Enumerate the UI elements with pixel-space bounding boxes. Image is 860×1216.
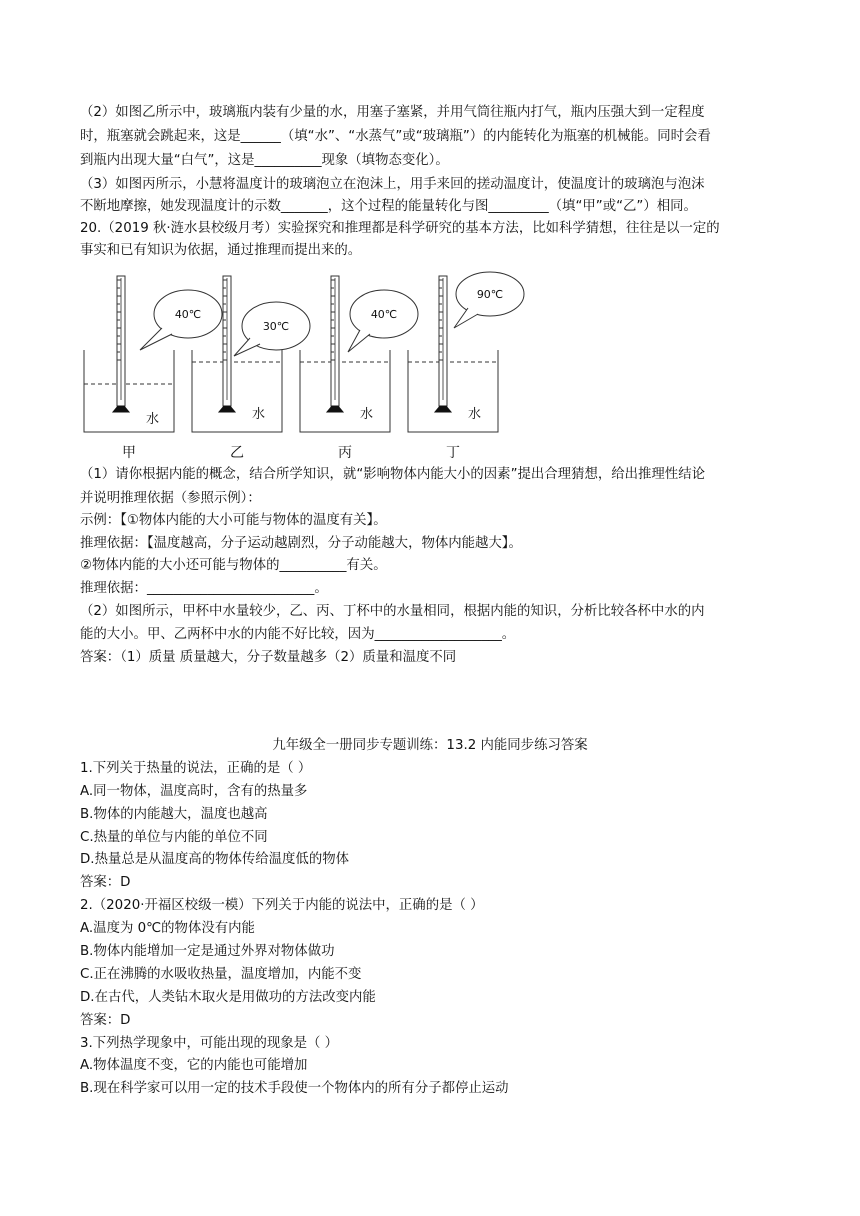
bubble-label: 30℃ (262, 320, 290, 333)
beaker-figure (78, 268, 504, 464)
answer-line: 答案：D (80, 875, 131, 890)
text-line: D.在古代，人类钻木取火是用做功的方法改变内能 (80, 990, 376, 1005)
text-line: 推理依据：_________________________。 (80, 581, 328, 596)
text-line: C.正在沸腾的水吸收热量，温度增加，内能不变 (80, 967, 362, 982)
text-line: 1.下列关于热量的说法，正确的是（ ） (80, 761, 312, 776)
text-line: B.现在科学家可以用一定的技术手段使一个物体内的所有分子都停止运动 (80, 1081, 509, 1096)
text-line: 时，瓶塞就会跳起来，这是______（填“水”、“水蒸气”或“玻璃瓶”）的内能转化为瓶塞的机械能。同时会看 (80, 129, 711, 144)
text-line: （2）如图所示，甲杯中水量较少，乙、丙、丁杯中的水量相同，根据内能的知识，分析比较各杯中水的内 (80, 604, 705, 619)
water-label: 水 (360, 407, 374, 422)
bubble-label: 40℃ (370, 308, 398, 321)
text-line: 不断地摩擦，她发现温度计的示数_______，这个过程的能量转化与图_________（填“甲”或“乙”）相同。 (80, 199, 697, 214)
text-line: B.物体内能增加一定是通过外界对物体做功 (80, 944, 335, 959)
water-label: 水 (468, 407, 482, 422)
text-line: D.热量总是从温度高的物体传给温度低的物体 (80, 852, 349, 867)
answer-line: 答案：（1）质量 质量越大，分子数量越多（2）质量和温度不同 (80, 650, 457, 665)
text-line: A.同一物体，温度高时，含有的热量多 (80, 784, 308, 799)
text-line: 2.（2020·开福区校级一模）下列关于内能的说法中，正确的是（ ） (80, 898, 484, 913)
text-line: 推理依据：【温度越高，分子运动越剧烈，分子动能越大，物体内能越大】。 (80, 536, 522, 551)
answer-line: 答案：D (80, 1013, 131, 1028)
beaker-label: 甲 (122, 445, 136, 461)
water-label: 水 (146, 412, 160, 427)
water-label: 水 (252, 407, 266, 422)
text-line: 3.下列热学现象中，可能出现的现象是（ ） (80, 1036, 339, 1051)
text-line: （2）如图乙所示中，玻璃瓶内装有少量的水，用塞子塞紧，并用气筒往瓶内打气，瓶内压强大到一定程度 (80, 105, 705, 120)
bubble-label: 90℃ (476, 288, 504, 301)
text-line: 示例：【①物体内能的大小可能与物体的温度有关】。 (80, 513, 387, 528)
text-line: 20.（2019 秋·涟水县校级月考）实验探究和推理都是科学研究的基本方法，比如科学猜想，往往是以一定的 (80, 221, 720, 236)
text-line: B.物体的内能越大，温度也越高 (80, 807, 268, 822)
beaker-jia (84, 276, 222, 432)
text-line: 并说明推理依据（参照示例）： (80, 491, 261, 506)
text-line: （3）如图丙所示，小慧将温度计的玻璃泡立在泡沫上，用手来回的搓动温度计，使温度计的玻璃泡与泡沫 (80, 177, 705, 192)
text-line: 能的大小。甲、乙两杯中水的内能不好比较，因为___________________。 (80, 627, 516, 642)
text-line: C.热量的单位与内能的单位不同 (80, 830, 268, 845)
text-line: 事实和已有知识为依据，通过推理而提出来的。 (80, 243, 362, 258)
text-line: ②物体内能的大小还可能与物体的__________有关。 (80, 558, 387, 573)
beaker-label: 丁 (446, 445, 460, 461)
text-line: （1）请你根据内能的概念，结合所学知识，就“影响物体内能大小的因素”提出合理猜想，给出推理性结论 (80, 467, 705, 482)
text-line: A.物体温度不变，它的内能也可能增加 (80, 1058, 308, 1073)
section-title: 九年级全一册同步专题训练：13.2 内能同步练习答案 (272, 738, 588, 753)
text-line: 到瓶内出现大量“白气”，这是__________现象（填物态变化）。 (80, 153, 449, 168)
bubble-label: 40℃ (174, 308, 202, 321)
text-line: A.温度为 0℃的物体没有内能 (80, 921, 255, 936)
beaker-label: 乙 (230, 445, 244, 461)
beaker-bing (300, 276, 418, 432)
beaker-label: 丙 (338, 445, 352, 461)
beaker-ding (408, 272, 524, 432)
